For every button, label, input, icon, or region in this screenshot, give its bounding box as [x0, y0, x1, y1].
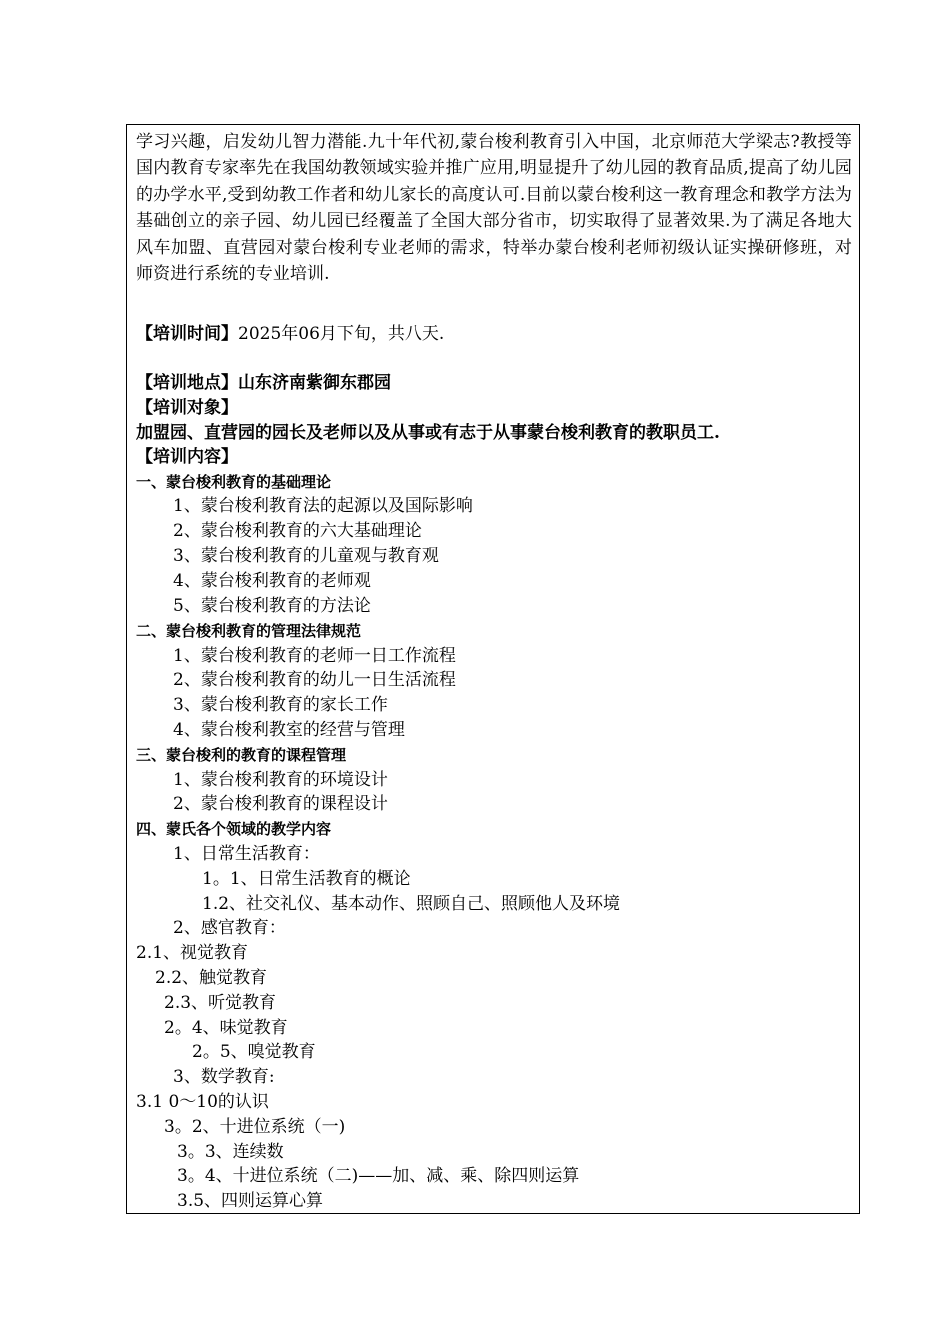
section-4-line: 2.2、触觉教育	[155, 968, 268, 988]
training-time	[136, 322, 444, 346]
section-2-title: 二、蒙台梭利教育的管理法律规范	[136, 622, 362, 640]
section-4-line: 2.1、视觉教育	[136, 943, 249, 963]
intro-paragraph: 学习兴趣，启发幼儿智力潜能.九十年代初,蒙台梭利教育引入中国，北京师范大学梁志?教授等国内教育专家率先在我国幼教领域实验并推广应用,明显提升了幼儿园的教育品质,提高了幼儿园的办学水平,受到幼教工作者和幼儿家长的高度认可.目前以蒙台梭利这一教育理念和教学方法为基础创立的亲子园、幼儿园已经覆盖了全国大部分省市，切实取得了显著效果.为了满足各地大风车加盟、直营园对蒙台梭利专业老师的需求，特举办蒙台梭利老师初级认证实操研修班，对师资进行系统的专业培训.	[136, 132, 852, 285]
section-4-line: 2.3、听觉教育	[164, 993, 277, 1013]
training-place-value: 山东济南紫御东郡园	[238, 373, 391, 393]
training-time-label: 【培训时间】	[136, 324, 238, 344]
section-2-item: 4、蒙台梭利教室的经营与管理	[173, 720, 405, 740]
section-4-line: 2、感官教育：	[173, 918, 286, 938]
section-4-line: 1。1、日常生活教育的概论	[202, 869, 411, 889]
section-4-line: 1、日常生活教育：	[173, 844, 320, 864]
training-target-label: 【培训对象】	[136, 398, 238, 418]
section-4-line: 3。2、十进位系统（一)	[164, 1117, 346, 1137]
section-1-item: 1、蒙台梭利教育法的起源以及国际影响	[173, 496, 473, 516]
section-4-line: 3.5、四则运算心算	[177, 1191, 324, 1211]
section-2-item: 1、蒙台梭利教育的老师一日工作流程	[173, 646, 456, 666]
section-3-item: 2、蒙台梭利教育的课程设计	[173, 794, 388, 814]
training-target-value: 加盟园、直营园的园长及老师以及从事或有志于从事蒙台梭利教育的教职员工.	[136, 423, 720, 443]
section-3-item: 1、蒙台梭利教育的环境设计	[173, 770, 388, 790]
section-4-line: 3。4、十进位系统（二)——加、减、乘、除四则运算	[177, 1166, 580, 1186]
section-4-line: 2。4、味觉教育	[164, 1018, 288, 1038]
training-place-label: 【培训地点】	[136, 373, 238, 393]
section-1-item: 3、蒙台梭利教育的儿童观与教育观	[173, 546, 439, 566]
section-1-item: 2、蒙台梭利教育的六大基础理论	[173, 521, 422, 541]
training-content-label: 【培训内容】	[136, 447, 238, 467]
section-4-line: 3。3、连续数	[177, 1142, 284, 1162]
training-time-value: 2025年06月下旬，共八天.	[238, 324, 445, 344]
section-4-line: 3.1 0～10的认识	[136, 1092, 269, 1112]
section-1-item: 4、蒙台梭利教育的老师观	[173, 571, 371, 591]
training-place	[136, 371, 391, 395]
section-3-title: 三、蒙台梭利的教育的课程管理	[136, 746, 347, 764]
section-2-item: 3、蒙台梭利教育的家长工作	[173, 695, 388, 715]
section-1-item: 5、蒙台梭利教育的方法论	[173, 596, 371, 616]
section-4-line: 3、数学教育:	[173, 1067, 275, 1087]
section-4-line: 2。5、嗅觉教育	[192, 1042, 316, 1062]
section-2-item: 2、蒙台梭利教育的幼儿一日生活流程	[173, 670, 456, 690]
section-4-title: 四、蒙氏各个领域的教学内容	[136, 820, 332, 838]
content-table-cell	[126, 124, 860, 1214]
section-4-line: 1.2、社交礼仪、基本动作、照顾自己、照顾他人及环境	[202, 894, 621, 914]
section-1-title: 一、蒙台梭利教育的基础理论	[136, 473, 332, 491]
